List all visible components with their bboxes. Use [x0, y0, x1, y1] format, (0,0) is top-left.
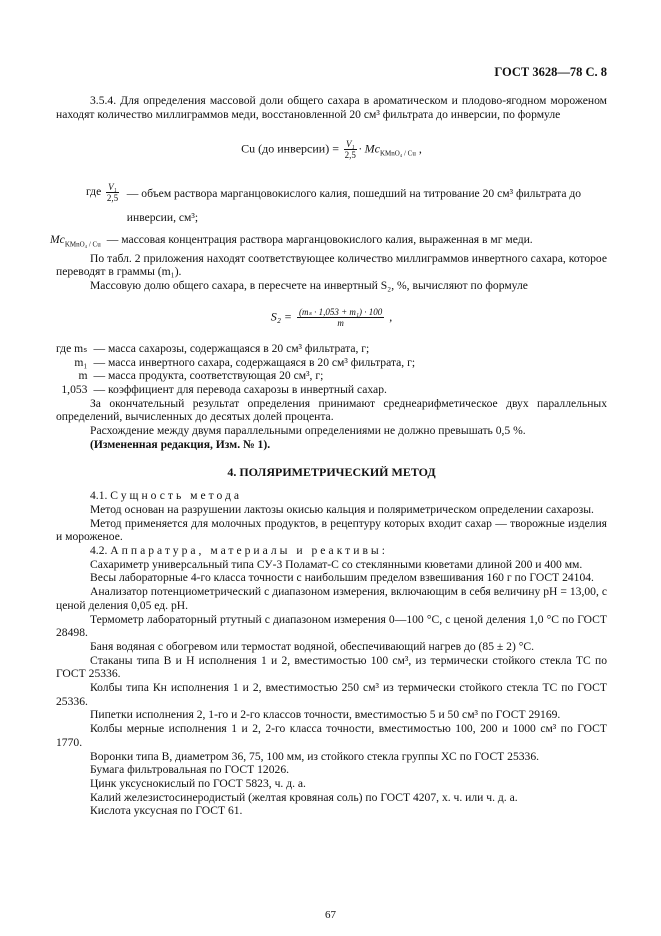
fraction: [344, 139, 357, 160]
equipment-item: Воронки типа В, диаметром 36, 75, 100 мм, из стойкого стекла группы ХС по ГОСТ 25336.: [90, 749, 540, 763]
numerator: V₁: [345, 139, 355, 150]
fraction: [106, 182, 119, 203]
where-block-1: [86, 182, 607, 230]
def-text: — масса инвертного сахара, содержащаяся в 20 см³ фильтрата, г;: [93, 355, 416, 369]
page-number: 67: [325, 909, 336, 921]
equipment-item: Калий железистосинеродистый (желтая кровяная соль) по ГОСТ 4207, х. ч. или ч. д. а.: [90, 790, 518, 804]
where-block-3: [56, 342, 607, 397]
numerator: (mₛ · 1,053 + m₁) · 100: [298, 306, 383, 317]
formula-lhs: Cu (до инверсии) =: [241, 141, 339, 156]
paragraph: Метод основан на разрушении лактозы окисью кальция и поляриметрическом определении сахарозы.: [90, 502, 594, 516]
denominator: 2,5: [344, 150, 356, 161]
paragraph-final: За окончательный результат определения принимают среднеарифметическое двух параллельных определений, вычисленных до десятых долей процента.: [56, 396, 607, 424]
equipment-item: Сахариметр универсальный типа СУ-3 Поламат-С со стеклянными кюветами длиной 200 и 400 мм.: [90, 557, 583, 571]
denominator: m: [337, 317, 344, 328]
paragraph-diff: Расхождение между двумя параллельными определениями не должно превышать 0,5 %.: [90, 424, 526, 438]
def-text: — объем раствора марганцовокислого калия, пошедший на титрование 20 см³ фильтрата до инверсии, см³;: [126, 186, 582, 224]
numerator: V₁: [108, 181, 117, 192]
denominator: 2,5: [106, 192, 119, 203]
def-key: где mₛ: [56, 341, 88, 355]
page-header: ГОСТ 3628—78 С. 8: [494, 65, 607, 79]
def-text: — масса сахарозы, содержащаяся в 20 см³ фильтрата, г;: [93, 341, 370, 355]
equipment-item: Анализатор потенциометрический с диапазоном измерения, включающим в себя величину pH = 13,00, с ценой деления 0,05 ед. pH.: [56, 585, 607, 612]
formula-s2: [56, 307, 607, 328]
def-text: — массовая концентрация раствора марганцовокислого калия, выраженная в мг меди.: [106, 232, 533, 246]
fraction: [297, 307, 384, 328]
page-body: [50, 94, 607, 818]
where-block-2: [50, 233, 607, 252]
formula-comma: ,: [389, 309, 393, 324]
equipment-item: Стаканы типа В и Н исполнения 1 и 2, вместимостью 100 см³, из термически стойкого стекла ТС по ГОСТ 25336.: [56, 653, 607, 681]
subsection-4-2: [56, 544, 607, 558]
subsection-4-1: [56, 489, 607, 503]
equipment-item: Колбы типа Кн исполнения 1 и 2, вместимостью 250 см³ из термически стойкого стекла ТС по ГОСТ 25336.: [56, 681, 607, 708]
equipment-item: Пипетки исполнения 2, 1-го и 2-го классов точности, вместимостью 5 и 50 см³ по ГОСТ 29169.: [90, 708, 561, 722]
formula-cu: [56, 139, 607, 161]
paragraph-mass: Массовую долю общего сахара, в пересчете на инвертный S₂, %, вычисляют по формуле: [90, 279, 528, 293]
subsection-title: Сущность метода: [110, 489, 243, 503]
formula-subscript: KMnO₄ / Cu: [379, 150, 416, 159]
mc-subscript: KMnO₄ / Cu: [64, 240, 101, 249]
where-label: где: [86, 184, 102, 198]
def-text: — масса продукта, соответствующая 20 см³, г;: [93, 369, 324, 383]
def-text: — коэффициент для перевода сахарозы в инвертный сахар.: [93, 382, 387, 396]
equipment-item: Колбы мерные исполнения 1 и 2, 2-го класса точности, вместимостью 100, 200 и 1000 см³ по ГОСТ 1770.: [56, 722, 607, 749]
equipment-item: Цинк уксуснокислый по ГОСТ 5823, ч. д. а.: [90, 776, 306, 790]
def-key: 1,053: [61, 382, 88, 396]
subsection-number: 4.2.: [90, 544, 108, 558]
def-key: [86, 182, 121, 230]
equipment-item: Баня водяная с обогревом или термостат водяной, обеспечивающий нагрев до (85 ± 2) °С.: [90, 639, 534, 653]
paragraph-3-5-4: 3.5.4. Для определения массовой доли общего сахара в ароматическом и плодово-ягодном мороженом находят количество миллиграммов меди, восстановленной 20 см³ фильтрата до инверсии, по формуле: [56, 94, 607, 121]
equipment-item: Кислота уксусная по ГОСТ 61.: [90, 804, 243, 818]
section-heading: 4. ПОЛЯРИМЕТРИЧЕСКИЙ МЕТОД: [227, 464, 436, 479]
subsection-number: 4.1.: [90, 489, 108, 503]
def-key: m: [78, 369, 88, 383]
equipment-item: Термометр лабораторный ртутный с диапазоном измерения 0—100 °С, с ценой деления 1,0 °С по ГОСТ 28498.: [56, 612, 607, 640]
equipment-item: Весы лабораторные 4-го класса точности с наибольшим пределом взвешивания 160 г по ГОСТ 24104.: [90, 571, 594, 585]
paragraph-tabl: По табл. 2 приложения находят соответствующее количество миллиграммов инвертного сахара, которое переводят в граммы (m₁).: [56, 251, 607, 279]
paragraph: Метод применяется для молочных продуктов, в рецептуру которых входит сахар — творожные изделия и мороженое.: [56, 516, 607, 544]
def-key: [50, 233, 101, 252]
equipment-list: [56, 558, 607, 818]
equipment-item: Бумага фильтровальная по ГОСТ 12026.: [90, 763, 290, 777]
formula-term: · Mc: [358, 141, 380, 156]
formula-lhs: S₂ =: [270, 309, 292, 324]
amendment-note: (Измененная редакция, Изм. № 1).: [90, 437, 271, 451]
formula-comma: ,: [418, 141, 422, 156]
def-key: m₁: [74, 355, 88, 369]
subsection-title: Аппаратура, материалы и реактивы:: [110, 544, 388, 558]
mc-symbol: Mc: [50, 232, 65, 246]
